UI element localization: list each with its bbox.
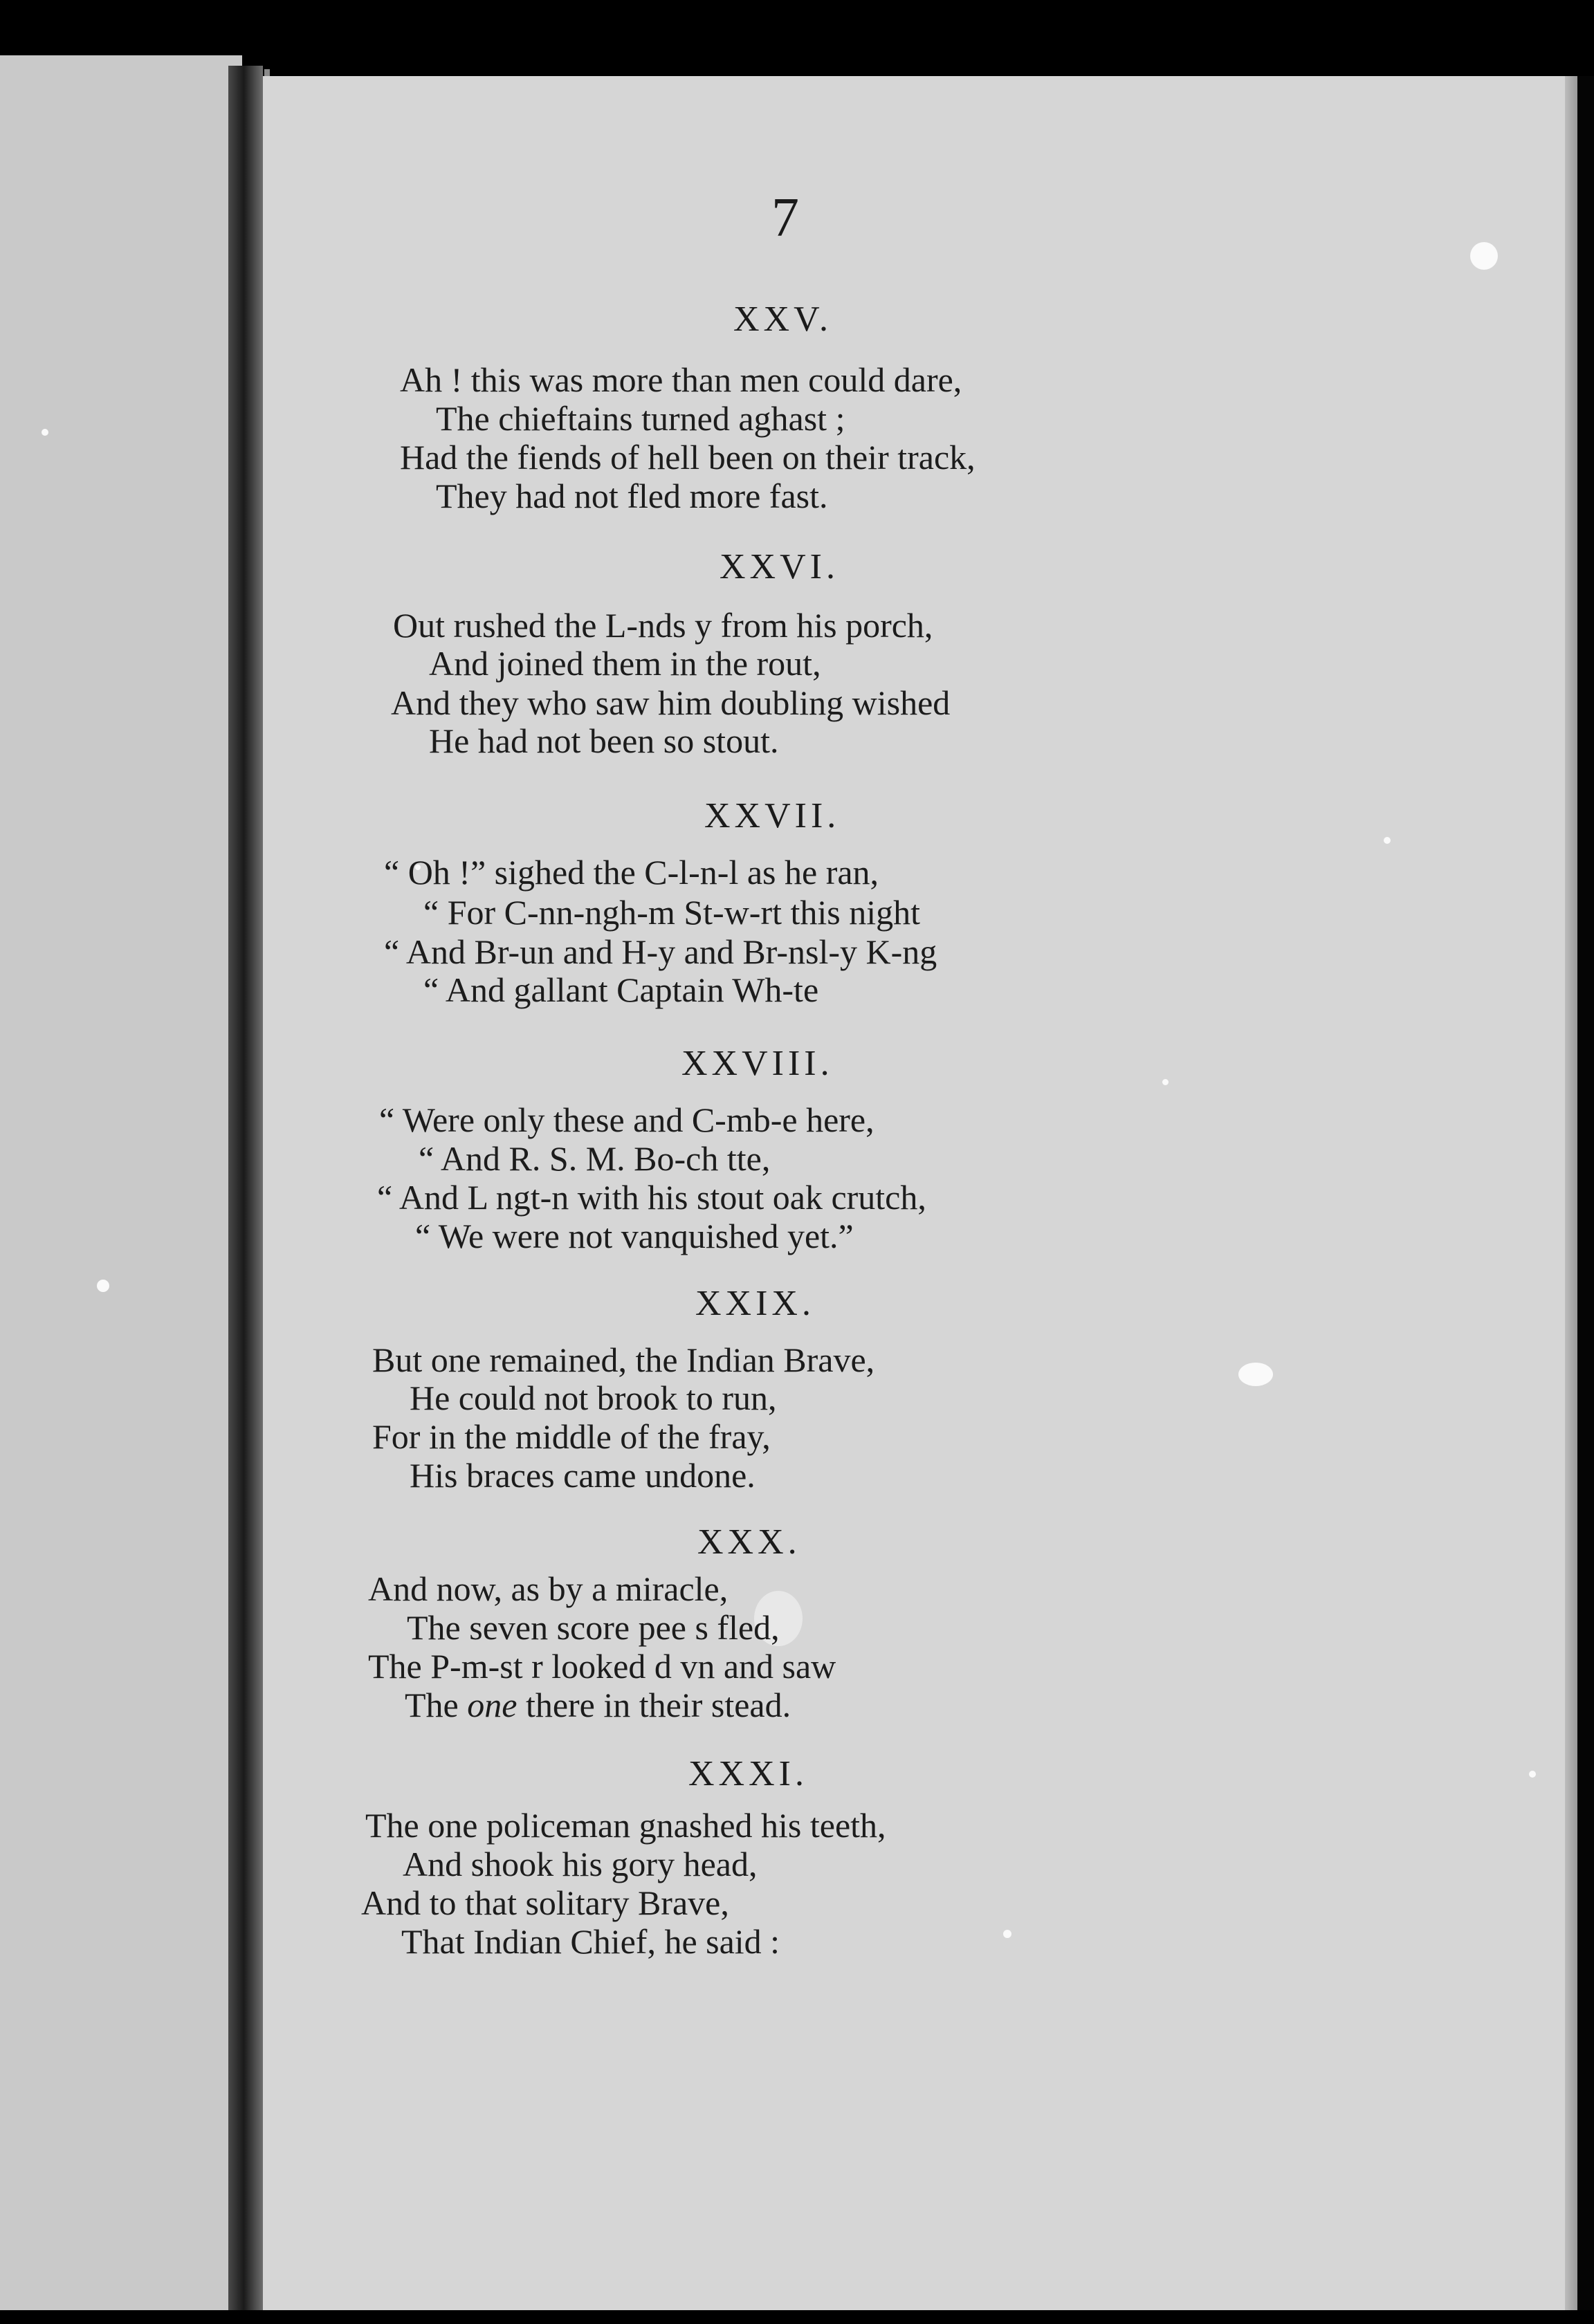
stanza-heading: XXV.: [733, 299, 832, 339]
verse-line-start: The: [405, 1686, 459, 1724]
verse-line: “ And gallant Captain Wh-te: [423, 970, 819, 1009]
verse-line: “ We were not vanquished yet.”: [415, 1217, 854, 1255]
verse-line: Ah ! this was more than men could dare,: [400, 360, 962, 399]
stanza-heading: XXX.: [697, 1522, 801, 1562]
verse-line-end: there in their stead.: [525, 1686, 791, 1724]
verse-line: And now, as by a miracle,: [368, 1569, 729, 1608]
verse-line: And they who saw him doubling wished: [391, 683, 951, 722]
verse-line: He had not been so stout.: [429, 721, 779, 760]
verse-line: And shook his gory head,: [403, 1845, 758, 1883]
stanza-heading: XXVI.: [720, 547, 839, 587]
verse-line: They had not fled more fast.: [436, 477, 828, 515]
page-number: 7: [771, 187, 799, 248]
dust-speck: [1162, 1079, 1169, 1085]
page-right-edge: [1565, 76, 1577, 2310]
stanza-heading: XXXI.: [688, 1754, 808, 1793]
verse-line: That Indian Chief, he said :: [401, 1922, 780, 1961]
dust-speck: [97, 1280, 109, 1292]
verse-line: His braces came undone.: [410, 1456, 755, 1495]
verse-line: [405, 1685, 791, 1725]
verse-line: He could not brook to run,: [410, 1378, 777, 1417]
dust-speck: [1384, 837, 1391, 844]
verse-line: Had the fiends of hell been on their track,: [400, 438, 975, 477]
verse-line: “ For C-nn-ngh-m St-w-rt this night: [423, 893, 921, 932]
verse-line: “ Oh !” sighed the C-l-n-l as he ran,: [384, 853, 879, 892]
verse-line: The one policeman gnashed his teeth,: [365, 1806, 886, 1845]
dust-speck: [1470, 242, 1498, 270]
verse-line: But one remained, the Indian Brave,: [372, 1340, 875, 1379]
verse-line: “ Were only these and C-mb-e here,: [379, 1100, 874, 1139]
dust-speck: [1238, 1363, 1273, 1386]
verse-line: Out rushed the L-nds y from his porch,: [393, 606, 933, 645]
verse-line: “ And L ngt-n with his stout oak crutch,: [377, 1178, 926, 1217]
film-border-bottom: [0, 2310, 1594, 2324]
dust-speck: [1529, 1771, 1536, 1778]
verse-line: “ And Br-un and H-y and Br-nsl-y K-ng: [384, 932, 937, 971]
stanza-heading: XXVII.: [704, 796, 841, 836]
verse-line: The seven score pee s fled,: [407, 1608, 780, 1647]
emphasized-word: one: [467, 1686, 517, 1724]
verse-line: “ And R. S. M. Bo-ch tte,: [419, 1139, 771, 1178]
dust-speck: [42, 429, 48, 436]
dust-speck: [1003, 1930, 1011, 1938]
verse-line: For in the middle of the fray,: [372, 1417, 771, 1456]
facing-page-left: [0, 55, 242, 2317]
verse-line: And to that solitary Brave,: [361, 1883, 729, 1922]
book-gutter: [228, 66, 263, 2310]
verse-line: The chieftains turned aghast ;: [436, 399, 845, 438]
stanza-heading: XXIX.: [695, 1284, 815, 1323]
verse-line: The P-m-st r looked d vn and saw: [368, 1647, 836, 1686]
stanza-heading: XXVIII.: [681, 1044, 834, 1083]
verse-line: And joined them in the rout,: [429, 644, 821, 683]
